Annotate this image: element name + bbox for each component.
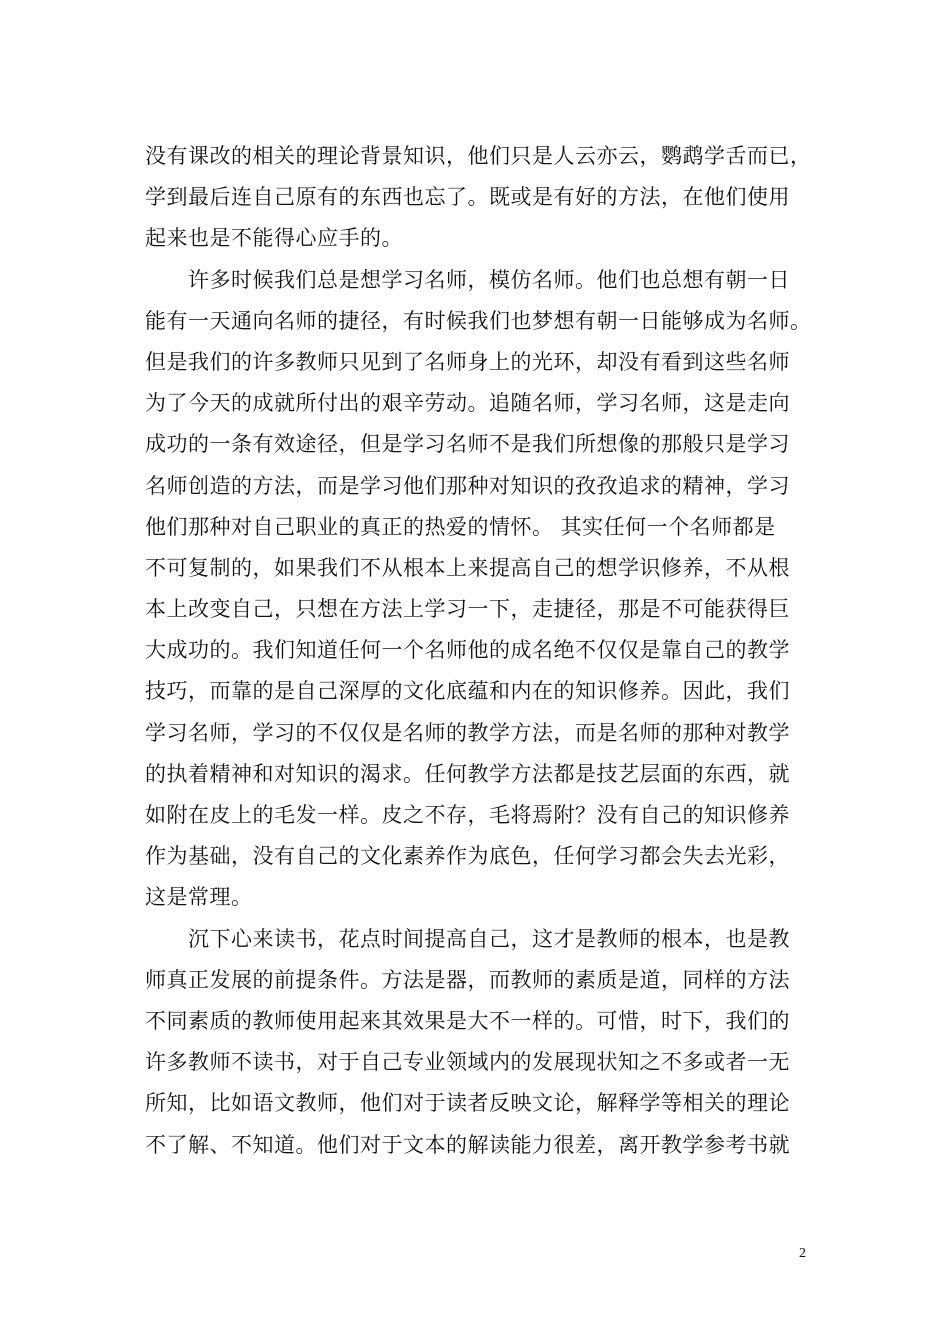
page-number: 2 <box>799 1246 806 1261</box>
text-line: 所知，比如语文教师，他们对于读者反映文论，解释学等相关的理论 <box>145 1091 790 1116</box>
text-line: 不了解、不知道。他们对于文本的解读能力很差，离开教学参考书就 <box>145 1132 790 1157</box>
text-line: 的执着精神和对知识的渴求。任何教学方法都是技艺层面的东西，就 <box>145 761 790 786</box>
text-line: 许多时候我们总是想学习名师，模仿名师。他们也总想有朝一日 <box>145 267 790 292</box>
text-line: 技巧，而靠的是自己深厚的文化底蕴和内在的知识修养。因此，我们 <box>145 679 790 704</box>
text-line: 这是常理。 <box>145 885 253 910</box>
text-line: 沉下心来读书，花点时间提高自己，这才是教师的根本，也是教 <box>145 926 790 951</box>
text-line: 如附在皮上的毛发一样。皮之不存，毛将焉附？没有自己的知识修养 <box>145 803 790 827</box>
text-line: 成功的一条有效途径，但是学习名师不是我们所想像的那般只是学习 <box>145 432 790 457</box>
body-text <box>145 136 825 1166</box>
text-line: 大成功的。我们知道任何一个名师他的成名绝不仅仅是靠自己的教学 <box>145 638 790 663</box>
text-line: 学习名师，学习的不仅仅是名师的教学方法，而是名师的那种对教学 <box>145 720 790 745</box>
text-line: 不可复制的，如果我们不从根本上来提高自己的想学识修养，不从根 <box>145 555 790 580</box>
text-line: 本上改变自己，只想在方法上学习一下，走捷径，那是不可能获得巨 <box>145 597 790 622</box>
text-line: 他们那种对自己职业的真正的热爱的情怀。 其实任何一个名师都是 <box>145 514 776 539</box>
text-line: 起来也是不能得心应手的。 <box>145 226 403 251</box>
text-line: 不同素质的教师使用起来其效果是大不一样的。可惜，时下，我们的 <box>145 1008 790 1033</box>
text-line: 学到最后连自己原有的东西也忘了。既或是有好的方法，在他们使用 <box>145 185 790 210</box>
text-line: 为了今天的成就所付出的艰辛劳动。追随名师，学习名师，这是走向 <box>145 391 790 416</box>
text-line: 作为基础，没有自己的文化素养作为底色，任何学习都会失去光彩， <box>145 844 790 869</box>
text-line: 能有一天通向名师的捷径，有时候我们也梦想有朝一日能够成为名师。 <box>145 308 812 333</box>
text-line: 许多教师不读书，对于自己专业领域内的发展现状知之不多或者一无 <box>145 1050 790 1075</box>
text-line: 没有课改的相关的理论背景知识，他们只是人云亦云，鹦鹉学舌而已， <box>145 144 812 168</box>
text-line: 师真正发展的前提条件。方法是器，而教师的素质是道，同样的方法 <box>145 967 790 992</box>
text-line: 名师创造的方法，而是学习他们那种对知识的孜孜追求的精神，学习 <box>145 473 790 498</box>
text-line: 但是我们的许多教师只见到了名师身上的光环，却没有看到这些名师 <box>145 349 790 374</box>
